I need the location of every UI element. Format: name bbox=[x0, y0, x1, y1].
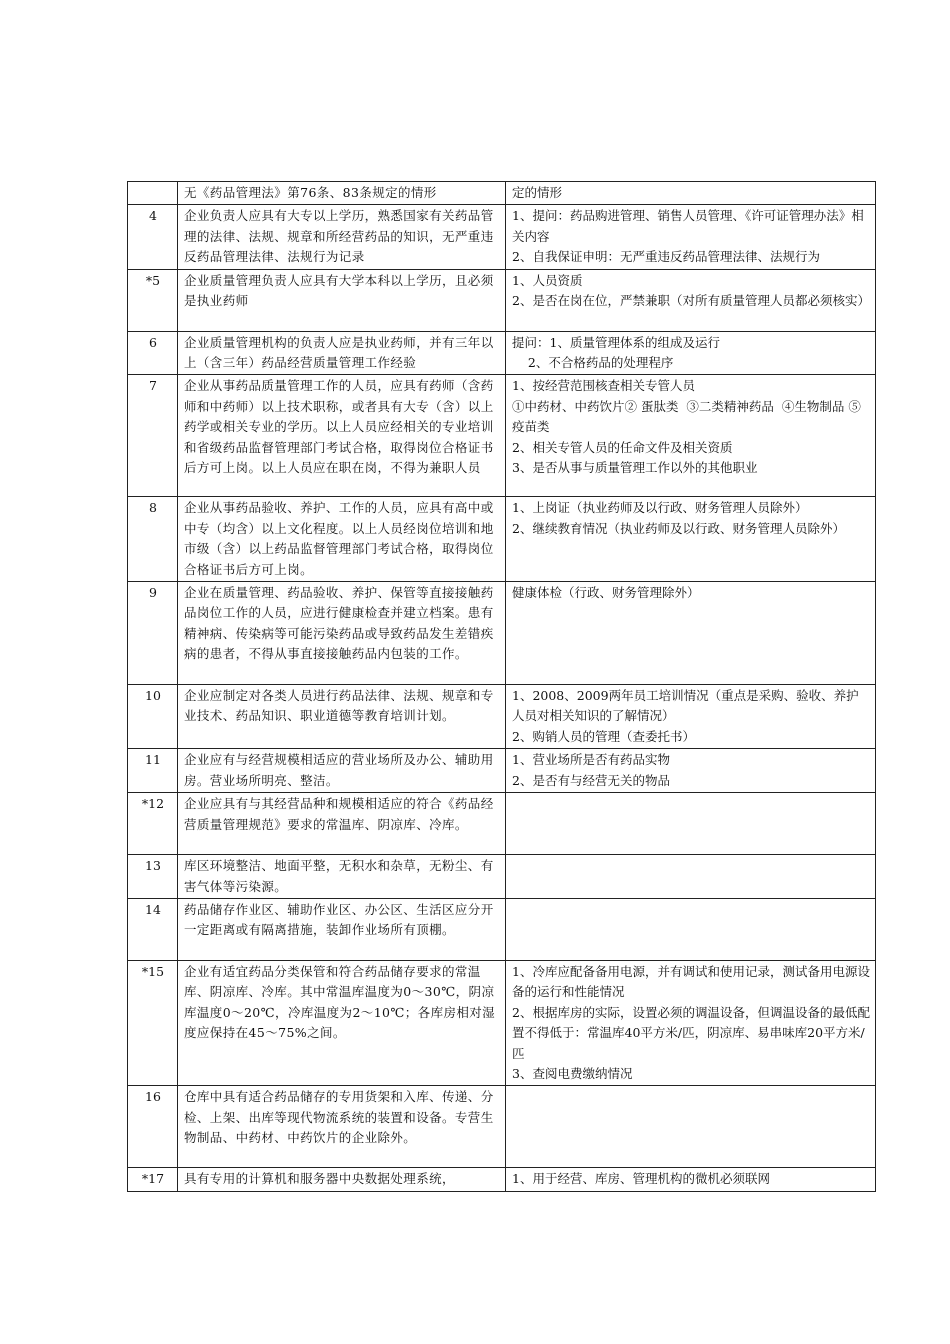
requirement-cell bbox=[178, 582, 506, 685]
inspection-method-text: 定的情形 bbox=[512, 185, 563, 200]
inspection-method-text: 3、是否从事与质量管理工作以外的其他职业 bbox=[512, 460, 758, 476]
requirement-text: 企业从事药品质量管理工作的人员，应具有药师（含药师和中药师）以上技术职称，或者具有大专（含）以上药学或相关专业的学历。以上人员应经相关的专业培训和省级药品监督管理部门考试合格，取得岗位合格证书后方可上岗。以上人员应在职在岗，不得为兼职人员 bbox=[184, 378, 494, 476]
inspection-method-text: 1、2008、2009两年员工培训情况（重点是采购、验收、养护人员对相关知识的了解情况） bbox=[512, 688, 859, 724]
table-row bbox=[128, 1086, 876, 1168]
requirement-text: 企业负责人应具有大专以上学历，熟悉国家有关药品管理的法律、法规、规章和所经营药品的知识，无严重违反药品管理法律、法规行为记录 bbox=[184, 208, 494, 265]
requirement-text: 药品储存作业区、辅助作业区、办公区、生活区应分开一定距离或有隔离措施，装卸作业场所有顶棚。 bbox=[184, 901, 494, 938]
requirement-text: 企业从事药品验收、养护、工作的人员，应具有高中或中专（均含）以上文化程度。以上人员经岗位培训和地市级（含）以上药品监督管理部门考试合格，取得岗位合格证书后方可上岗。 bbox=[184, 500, 494, 577]
table-row bbox=[128, 960, 876, 1085]
table-row bbox=[128, 331, 876, 375]
table-row bbox=[128, 749, 876, 793]
item-number: 13 bbox=[128, 855, 178, 899]
requirement-text: 无《药品管理法》第76条、83条规定的情形 bbox=[184, 185, 437, 200]
inspection-method-text: ①中药材、中药饮片② 蛋肽类 ③二类精神药品 ④生物制品 ⑤ 疫苗类 bbox=[512, 398, 865, 435]
requirement-cell bbox=[178, 269, 506, 331]
item-number: 14 bbox=[128, 898, 178, 960]
item-number: *12 bbox=[128, 793, 178, 855]
item-number: 9 bbox=[128, 582, 178, 685]
requirement-cell bbox=[178, 960, 506, 1085]
requirement-cell bbox=[178, 749, 506, 793]
requirement-text: 仓库中具有适合药品储存的专用货架和入库、传递、分检、上架、出库等现代物流系统的装置和设备。专营生物制品、中药材、中药饮片的企业除外。 bbox=[184, 1089, 494, 1146]
inspection-method-text: 2、是否有与经营无关的物品 bbox=[512, 772, 670, 788]
inspection-method-cell bbox=[506, 749, 876, 793]
inspection-method-text: 提问：1、质量管理体系的组成及运行 bbox=[512, 334, 720, 350]
table-row bbox=[128, 182, 876, 205]
inspection-method-text: 1、用于经营、库房、管理机构的微机必须联网 bbox=[512, 1171, 770, 1187]
requirement-cell bbox=[178, 331, 506, 375]
table-row bbox=[128, 855, 876, 899]
item-number bbox=[128, 182, 178, 205]
requirement-text: 企业质量管理负责人应具有大学本科以上学历，且必须是执业药师 bbox=[184, 272, 494, 309]
table-row bbox=[128, 1168, 876, 1191]
table-row bbox=[128, 269, 876, 331]
table-row bbox=[128, 497, 876, 582]
requirement-text: 具有专用的计算机和服务器中央数据处理系统， bbox=[184, 1171, 455, 1187]
inspection-method-cell bbox=[506, 898, 876, 960]
requirement-cell bbox=[178, 205, 506, 269]
inspection-method-cell bbox=[506, 497, 876, 582]
inspection-method-cell bbox=[506, 205, 876, 269]
inspection-method-text: 1、提问：药品购进管理、销售人员管理、《许可证管理办法》相关内容 bbox=[512, 208, 864, 244]
table-row bbox=[128, 375, 876, 497]
requirement-text: 企业有适宜药品分类保管和符合药品储存要求的常温库、阴凉库、冷库。其中常温库温度为0～30℃，阴凉库温度0～20℃，冷库温度为2～10℃；各库房相对湿度应保持在45～75%之间。 bbox=[184, 963, 496, 1041]
item-number: 16 bbox=[128, 1086, 178, 1168]
requirement-text: 企业在质量管理、药品验收、养护、保管等直接接触药品岗位工作的人员，应进行健康检查并建立档案。患有精神病、传染病等可能污染药品或导致药品发生差错疾病的患者，不得从事直接接触药品内包装的工作。 bbox=[184, 585, 494, 662]
inspection-method-cell bbox=[506, 182, 876, 205]
requirement-text: 企业质量管理机构的负责人应是执业药师，并有三年以上（含三年）药品经营质量管理工作经验 bbox=[184, 334, 494, 371]
requirement-cell bbox=[178, 1168, 506, 1191]
inspection-method-text: 1、营业场所是否有药品实物 bbox=[512, 752, 670, 768]
inspection-method-cell bbox=[506, 685, 876, 749]
table-row bbox=[128, 205, 876, 269]
inspection-method-text: 2、相关专管人员的任命文件及相关资质 bbox=[512, 439, 733, 455]
requirement-text: 库区环境整洁、地面平整，无积水和杂草，无粉尘、有害气体等污染源。 bbox=[184, 858, 494, 894]
inspection-method-text: 2、根据库房的实际，设置必须的调温设备，但调温设备的最低配置不得低于：常温库40平方米/匹，阴凉库、易串味库20平方米/匹 bbox=[512, 1004, 870, 1061]
requirement-text: 企业应制定对各类人员进行药品法律、法规、规章和专业技术、药品知识、职业道德等教育培训计划。 bbox=[184, 688, 494, 724]
inspection-method-cell bbox=[506, 582, 876, 685]
inspection-method-cell bbox=[506, 375, 876, 497]
inspection-method-text: 2、购销人员的管理（查委托书） bbox=[512, 728, 695, 744]
inspection-method-cell bbox=[506, 1168, 876, 1191]
item-number: 10 bbox=[128, 685, 178, 749]
inspection-method-text: 1、人员资质 bbox=[512, 272, 583, 288]
requirement-cell bbox=[178, 855, 506, 899]
requirement-cell bbox=[178, 182, 506, 205]
inspection-method-text: 3、查阅电费缴纳情况 bbox=[512, 1065, 633, 1081]
requirement-cell bbox=[178, 375, 506, 497]
inspection-method-cell bbox=[506, 960, 876, 1085]
table-row bbox=[128, 685, 876, 749]
inspection-method-text: 2、继续教育情况（执业药师及以行政、财务管理人员除外） bbox=[512, 520, 845, 536]
item-number: 4 bbox=[128, 205, 178, 269]
inspection-method-cell bbox=[506, 269, 876, 331]
inspection-method-text: 健康体检（行政、财务管理除外） bbox=[512, 585, 700, 601]
requirement-text: 企业应有与经营规模相适应的营业场所及办公、辅助用房。营业场所明亮、整洁。 bbox=[184, 752, 494, 788]
inspection-method-text: 1、按经营范围核查相关专管人员 bbox=[512, 378, 695, 394]
item-number: *5 bbox=[128, 269, 178, 331]
inspection-method-text: 2、是否在岗在位，严禁兼职（对所有质量管理人员都必须核实） bbox=[512, 293, 870, 309]
item-number: 11 bbox=[128, 749, 178, 793]
item-number: *17 bbox=[128, 1168, 178, 1191]
requirement-cell bbox=[178, 497, 506, 582]
item-number: 7 bbox=[128, 375, 178, 497]
item-number: 8 bbox=[128, 497, 178, 582]
inspection-method-cell bbox=[506, 793, 876, 855]
inspection-method-cell bbox=[506, 1086, 876, 1168]
requirement-cell bbox=[178, 1086, 506, 1168]
table-row bbox=[128, 582, 876, 685]
requirement-cell bbox=[178, 685, 506, 749]
inspection-method-text: 1、上岗证（执业药师及以行政、财务管理人员除外） bbox=[512, 500, 808, 516]
table-row bbox=[128, 793, 876, 855]
inspection-method-text: 2、自我保证申明：无严重违反药品管理法律、法规行为 bbox=[512, 249, 820, 265]
requirement-cell bbox=[178, 793, 506, 855]
inspection-method-cell bbox=[506, 855, 876, 899]
inspection-method-text: 2、不合格药品的处理程序 bbox=[512, 355, 674, 371]
inspection-table bbox=[127, 181, 876, 1192]
item-number: 6 bbox=[128, 331, 178, 375]
item-number: *15 bbox=[128, 960, 178, 1085]
table-row bbox=[128, 898, 876, 960]
inspection-method-cell bbox=[506, 331, 876, 375]
requirement-cell bbox=[178, 898, 506, 960]
requirement-text: 企业应具有与其经营品种和规模相适应的符合《药品经营质量管理规范》要求的常温库、阴凉库、冷库。 bbox=[184, 796, 494, 832]
inspection-method-text: 1、冷库应配备备用电源，并有调试和使用记录，测试备用电源设备的运行和性能情况 bbox=[512, 963, 870, 1000]
